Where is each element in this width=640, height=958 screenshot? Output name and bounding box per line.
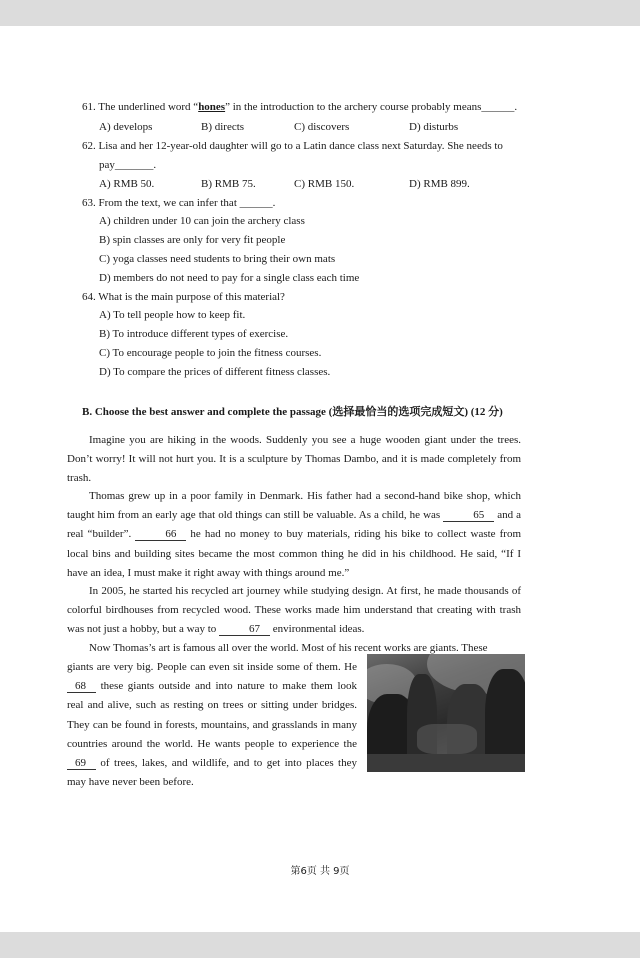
section-b-title: B. Choose the best answer and complete the passage (选择最恰当的选项完成短文) (12 分) <box>82 406 503 418</box>
q63-option-d[interactable]: D) members do not need to pay for a single class each time <box>99 272 360 284</box>
q62-option-d[interactable]: D) RMB 899. <box>409 178 470 190</box>
exam-page <box>0 26 640 932</box>
blank-66[interactable]: 66 <box>135 528 186 541</box>
question-62: 62. Lisa and her 12-year-old daughter will go to a Latin dance class next Saturday. She needs to <box>82 140 503 152</box>
q61-option-c[interactable]: C) discovers <box>294 121 350 133</box>
p3-text-b: environmental ideas. <box>270 623 365 636</box>
question-61 <box>82 100 517 114</box>
p2-text-b: and a real “builder”. <box>67 509 521 541</box>
q61-stem-end: ” in the introduction to the archery course probably means______. <box>225 101 518 113</box>
page-number-footer: 第6页 共 9页 <box>290 866 350 877</box>
sculpture-photo <box>367 654 525 772</box>
blank-69[interactable]: 69 <box>67 757 96 770</box>
q62-option-a[interactable]: A) RMB 50. <box>99 178 155 190</box>
passage-paragraph-1: Imagine you are hiking in the woods. Suddenly you see a huge wooden giant under the trees. Don’t worry! It will not hurt you. It is a sculpture by Thomas Dambo, and it is made completely from trash. <box>67 434 521 485</box>
passage-paragraph-4-line1: Now Thomas’s art is famous all over the world. Most of his recent works are giants. These <box>89 642 488 654</box>
q62-option-c[interactable]: C) RMB 150. <box>294 178 355 190</box>
question-62-line2: pay_______. <box>99 159 157 171</box>
p4-text-a: giants are very big. People can even sit inside some of them. He <box>67 661 357 673</box>
passage-paragraph-2 <box>67 487 521 583</box>
blank-65[interactable]: 65 <box>443 509 494 522</box>
q64-option-c[interactable]: C) To encourage people to join the fitness courses. <box>99 347 322 359</box>
q64-option-a[interactable]: A) To tell people how to keep fit. <box>99 309 246 321</box>
p2-text-c: he had no money to buy materials, riding his bike to collect waste from local bins and building sites became the most common thing he did in his childhood. He said, “If I have an idea, I must make it right away with things around me.” <box>67 528 521 579</box>
q61-stem-start: 61. The underlined word “ <box>82 101 199 113</box>
q63-option-b[interactable]: B) spin classes are only for very fit people <box>99 234 286 246</box>
q63-option-c[interactable]: C) yoga classes need students to bring their own mats <box>99 253 336 265</box>
blank-67[interactable]: 67 <box>219 623 270 636</box>
p3-text-a: In 2005, he started his recycled art journey while studying design. At first, he made thousands of colorful birdhouses from recycled wood. These works made him understand that creating with trash was not just a hobby, but a way to <box>67 585 521 636</box>
q62-option-b[interactable]: B) RMB 75. <box>201 178 256 190</box>
q61-underlined-word: hones <box>198 101 226 113</box>
p4-text-c: of trees, lakes, and wildlife, and to get into places they may have never been before. <box>67 757 357 789</box>
passage-paragraph-3 <box>67 582 521 640</box>
q64-option-d[interactable]: D) To compare the prices of different fitness classes. <box>99 366 331 378</box>
p4-text-b: these giants outside and into nature to make them look real and alive, such as resting on trees or sitting under bridges. They can be found in forests, mountains, and grasslands in many countries around the world. He wants people to experience the <box>67 680 357 750</box>
passage-paragraph-4 <box>67 658 357 792</box>
q61-option-b[interactable]: B) directs <box>201 121 245 133</box>
q61-option-a[interactable]: A) develops <box>99 121 153 133</box>
q64-option-b[interactable]: B) To introduce different types of exercise. <box>99 328 289 340</box>
q61-option-d[interactable]: D) disturbs <box>409 121 459 133</box>
q63-option-a[interactable]: A) children under 10 can join the archery class <box>99 215 305 227</box>
blank-68[interactable]: 68 <box>67 680 96 693</box>
question-64: 64. What is the main purpose of this material? <box>82 291 285 303</box>
question-63: 63. From the text, we can infer that ______. <box>82 197 276 209</box>
p2-text-a: Thomas grew up in a poor family in Denmark. His father had a second-hand bike shop, which taught him from an early age that old things can still be valuable. As a child, he was <box>67 490 521 522</box>
